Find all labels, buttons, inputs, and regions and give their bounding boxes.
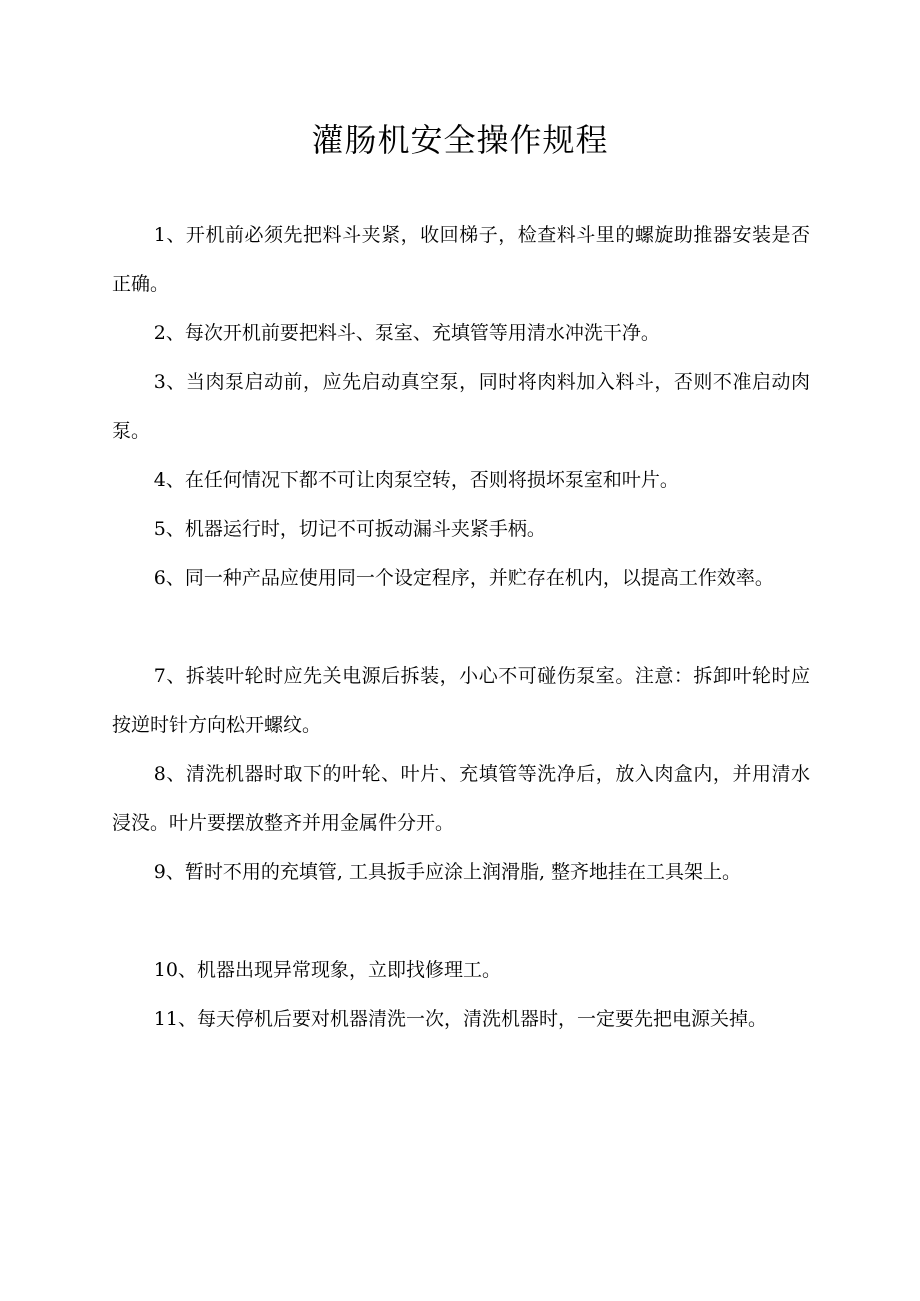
page-title: 灌肠机安全操作规程 xyxy=(311,121,609,159)
rule-item-7: 7、拆装叶轮时应先关电源后拆装，小心不可碰伤泵室。注意：拆卸叶轮时应按逆时针方向松开螺纹。 xyxy=(112,665,810,736)
rule-item-9: 9、暂时不用的充填管, 工具扳手应涂上润滑脂, 整齐地挂在工具架上。 xyxy=(153,861,742,883)
rule-item-2: 2、每次开机前要把料斗、泵室、充填管等用清水冲洗干净。 xyxy=(153,322,660,344)
rule-item-1: 1、开机前必须先把料斗夹紧，收回梯子，检查料斗里的螺旋助推器安装是否正确。 xyxy=(112,224,810,295)
rule-item-4: 4、在任何情况下都不可让肉泵空转，否则将损坏泵室和叶片。 xyxy=(153,469,679,491)
rule-item-11: 11、每天停机后要对机器清洗一次，清洗机器时，一定要先把电源关掉。 xyxy=(153,1008,767,1030)
rule-item-6: 6、同一种产品应使用同一个设定程序，并贮存在机内，以提高工作效率。 xyxy=(153,567,774,589)
rule-item-5: 5、机器运行时，切记不可扳动漏斗夹紧手柄。 xyxy=(153,518,546,540)
rule-item-10: 10、机器出现异常现象，立即找修理工。 xyxy=(153,959,501,981)
rule-item-3: 3、当肉泵启动前，应先启动真空泵，同时将肉料加入料斗，否则不准启动肉泵。 xyxy=(112,371,810,442)
rule-item-8: 8、清洗机器时取下的叶轮、叶片、充填管等洗净后，放入肉盒内，并用清水浸没。叶片要摆放整齐并用金属件分开。 xyxy=(112,763,810,834)
